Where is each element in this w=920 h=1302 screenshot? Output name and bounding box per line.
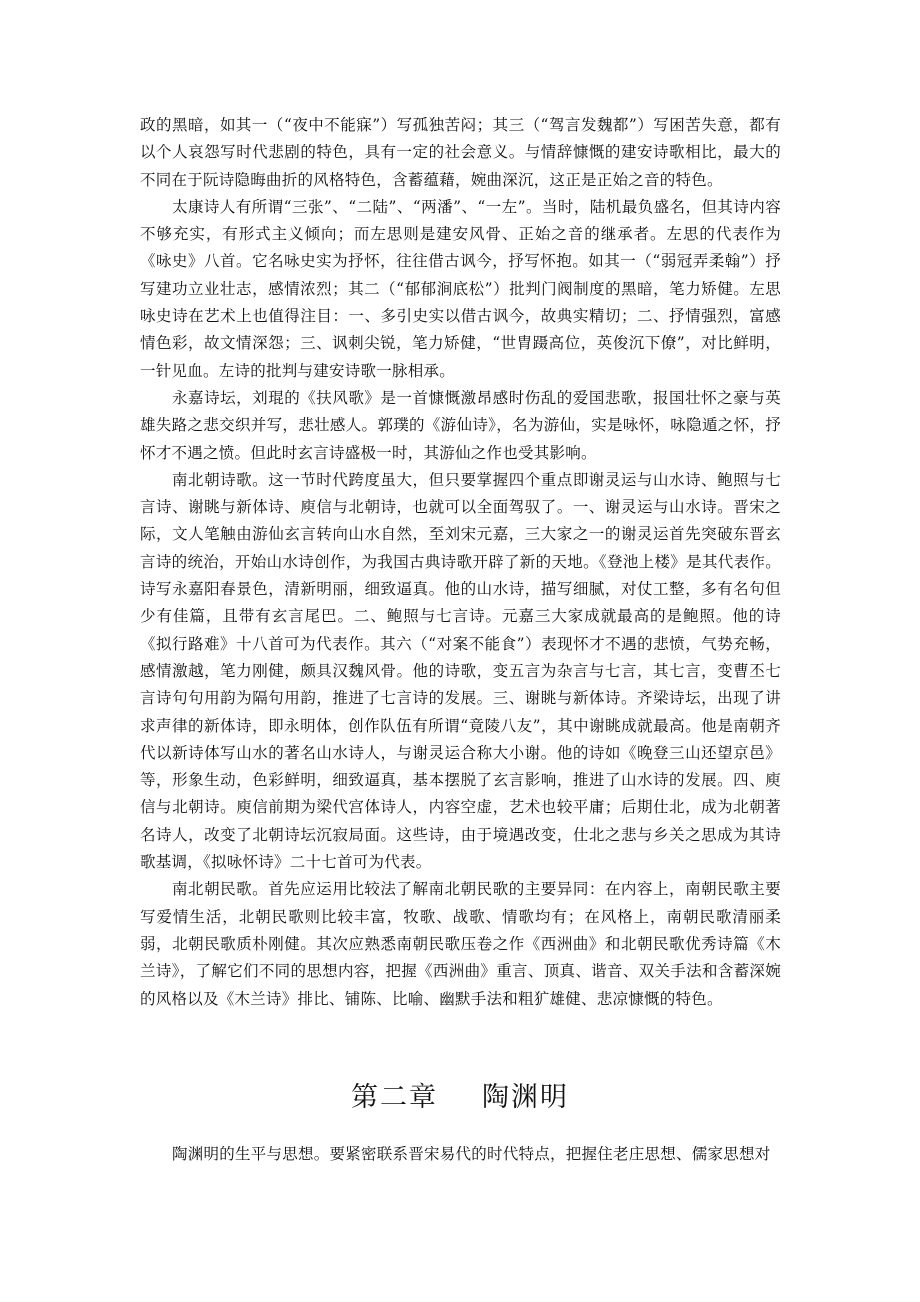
- chapter-title: 陶渊明: [482, 1082, 569, 1113]
- paragraph-nanbei-folk-songs: 南北朝民歌。首先应运用比较法了解南北朝民歌的主要异同：在内容上，南朝民歌主要写爱情生活，北朝民歌则比较丰富，牧歌、战歌、情歌均有；在风格上，南朝民歌清丽柔弱，北朝民歌质朴刚健。其次应熟悉南朝民歌压卷之作《西洲曲》和北朝民歌优秀诗篇《木兰诗》，了解它们不同的思想内容，把握《西洲曲》重言、顶真、谐音、双关手法和含蓄深婉的风格以及《木兰诗》排比、铺陈、比喻、幽默手法和粗犷雄健、悲凉慷慨的特色。: [140, 880, 781, 1008]
- paragraph-taikang-poets: 太康诗人有所谓“三张”、“二陆”、“两潘”、“一左”。当时，陆机最负盛名，但其诗内容不够充实，有形式主义倾向；而左思则是建安风骨、正始之音的继承者。左思的代表作为《咏史》八首。它名咏史实为抒怀，往往借古讽今，抒写怀抱。如其一（“弱冠弄柔翰”）抒写建功立业壮志，感情浓烈；其二（“郁郁涧底松”）批判门阀制度的黑暗，笔力矫健。左思咏史诗在艺术上也值得注目：一、多引史实以借古讽今，故典实精切；二、抒情强烈，富感情色彩，故文情深怨；三、讽刺尖锐，笔力矫健，“世胄蹑高位，英俊沉下僚”，对比鲜明，一针见血。左诗的批判与建安诗歌一脉相承。: [140, 197, 781, 380]
- paragraph-nanbei-poetry: 南北朝诗歌。这一节时代跨度虽大，但只要掌握四个重点即谢灵运与山水诗、鲍照与七言诗、谢眺与新体诗、庾信与北朝诗，也就可以全面驾驭了。一、谢灵运与山水诗。晋宋之际，文人笔触由游仙玄言转向山水自然，至刘宋元嘉，三大家之一的谢灵运首先突破东晋玄言诗的统治，开始山水诗创作，为我国古典诗歌开辟了新的天地。《登池上楼》是其代表作。诗写永嘉阳春景色，清新明丽，细致逼真。他的山水诗，描写细腻，对仗工整，多有名句但少有佳篇，且带有玄言尾巴。二、鲍照与七言诗。元嘉三大家成就最高的是鲍照。他的诗《拟行路难》十八首可为代表作。其六（“对案不能食”）表现怀才不遇的悲愤，气势充畅，感情激越，笔力刚健，颇具汉魏风骨。他的诗歌，变五言为杂言与七言，其七言，变曹丕七言诗句句用韵为隔句用韵，推进了七言诗的发展。三、谢眺与新体诗。齐梁诗坛，出现了讲求声律的新体诗，即永明体，创作队伍有所谓“竟陵八友”，其中谢眺成就最高。他是南朝齐代以新诗体写山水的著名山水诗人，与谢灵运合称大小谢。他的诗如《晚登三山还望京邑》等，形象生动，色彩鲜明，细致逼真，基本摆脱了玄言影响，推进了山水诗的发展。四、庾信与北朝诗。庾信前期为梁代宫体诗人，内容空虚，艺术也较平庸；后期仕北，成为北朝著名诗人，改变了北朝诗坛沉寂局面。这些诗，由于境遇改变，仕北之悲与乡关之思成为其诗歌基调，《拟咏怀诗》二十七首可为代表。: [140, 470, 781, 872]
- document-body: [140, 112, 781, 1013]
- chapter-heading: [0, 1078, 920, 1118]
- paragraph-yongjia-poetry: 永嘉诗坛，刘琨的《扶风歌》是一首慷慨激昂感时伤乱的爱国悲歌，报国壮怀之豪与英雄失路之悲交织并写，悲壮感人。郭璞的《游仙诗》，名为游仙，实是咏怀，咏隐遁之怀，抒怀才不遇之愤。但此时玄言诗盛极一时，其游仙之作也受其影响。: [140, 388, 781, 462]
- paragraph-tao-yuanming-life: 陶渊明的生平与思想。要紧密联系晋宋易代的时代特点，把握住老庄思想、儒家思想对: [172, 1145, 771, 1163]
- paragraph-ruan-ji-continued: 政的黑暗，如其一（“夜中不能寐”）写孤独苦闷；其三（“驾言发魏都”）写困苦失意，都有以个人哀怨写时代悲剧的特色，具有一定的社会意义。与情辞慷慨的建安诗歌相比，最大的不同在于阮诗隐晦曲折的风格特色，含蓄蕴藉，婉曲深沉，这正是正始之音的特色。: [140, 116, 781, 189]
- chapter-body: [140, 1141, 781, 1168]
- chapter-number: 第二章: [351, 1082, 438, 1113]
